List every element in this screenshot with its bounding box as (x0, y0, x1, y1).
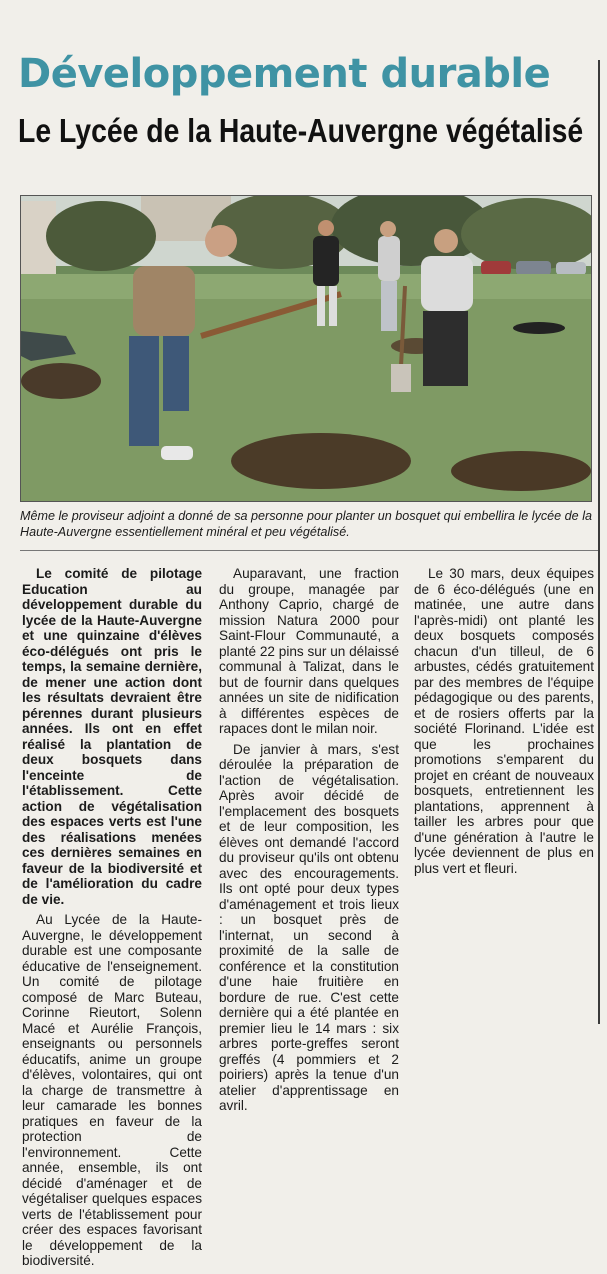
article-paragraph: De janvier à mars, s'est déroulée la préparation de l'action de végétalisation. Après avoir décidé de l'emplacement des bosquets et de leur composition, les élèves ont demandé l'accord du proviseur qu'ils ont obtenu avec des encouragements. Ils ont opté pour deux types d'aménagement et trois lieux : un bosquet près de l'internat, un second à proximité de la salle de conférence et la constitution d'une haie fruitière en bordure de rue. C'est cette dernière qui a été plantée en premier lieu le 14 mars : six arbres porte-greffes seront greffés (4 pommiers et 2 poiriers) après la tenue d'un atelier d'apprentissage en avril. (219, 741, 399, 1113)
article-column-2 (219, 566, 399, 1119)
article-column-1 (22, 566, 202, 1274)
planting-scene-illustration (21, 196, 591, 501)
photo-caption: Même le proviseur adjoint a donné de sa personne pour planter un bosquet qui embellira le lycée de la Haute-Auvergne essentiellement minéral et peu végétalisé. (20, 509, 592, 539)
article-headline: Le Lycée de la Haute-Auvergne végétalisé (18, 112, 584, 149)
article-paragraph: Au Lycée de la Haute-Auvergne, le développement durable est une composante éducative de l'enseignement. Un comité de pilotage composé de Marc Buteau, Corinne Rieutort, Solenn Macé et Aurélie François, enseignants ou personnels éducatifs, anime un groupe d'élèves, volontaires, qui ont la charge de transmettre à leur camarade les bonnes pratiques en faveur de la protection de l'environnement. Cette année, ensemble, ils ont décidé d'aménager et de végétaliser quelques espaces verts de l'établissement pour créer des espaces favorisant le développement de la biodiversité. (22, 912, 202, 1268)
caption-divider (20, 550, 598, 551)
article-photo (20, 195, 592, 502)
column-rule (598, 60, 600, 1024)
article-kicker: Développement durable (18, 51, 551, 97)
article-paragraph: Auparavant, une fraction du groupe, managée par Anthony Caprio, chargé de mission Natura 2000 pour Saint-Flour Communauté, a planté 22 pins sur un délaissé communal à Talizat, dans le but de fournir dans quelques années un site de nidification à différentes espèces de rapaces dont le milan noir. (219, 566, 399, 736)
article-paragraph: Le 30 mars, deux équipes de 6 éco-délégués (une en matinée, une autre dans l'après-midi) ont planté les deux bosquets composés chacun d'un tilleul, de 6 arbustes, cédés gratuitement par des membres de l'équipe pédagogique ou des parents, et de rosiers offerts par la société Florinand. L'idée est que les prochaines promotions s'emparent du projet en créant de nouveaux bosquets, entretiennent les plantations, apprennent à tailler les arbres pour que d'une génération à l'autre le lycée deviennent de plus en plus vert et fleuri. (414, 566, 594, 876)
article-lead-paragraph: Le comité de pilotage Education au développement durable du lycée de la Haute-Auvergne et une quinzaine d'élèves éco-délégués ont pris le temps, la semaine dernière, de mener une action dont les résultats devraient être pérennes durant plusieurs années. Ils ont en effet réalisé la plantation de deux bosquets dans l'enceinte de l'établissement. Cette action de végétalisation des espaces verts est l'une des réalisations menées ces dernières semaines en faveur de la biodiversité et de l'amélioration du cadre de vie. (22, 566, 202, 907)
article-column-3 (414, 566, 594, 881)
